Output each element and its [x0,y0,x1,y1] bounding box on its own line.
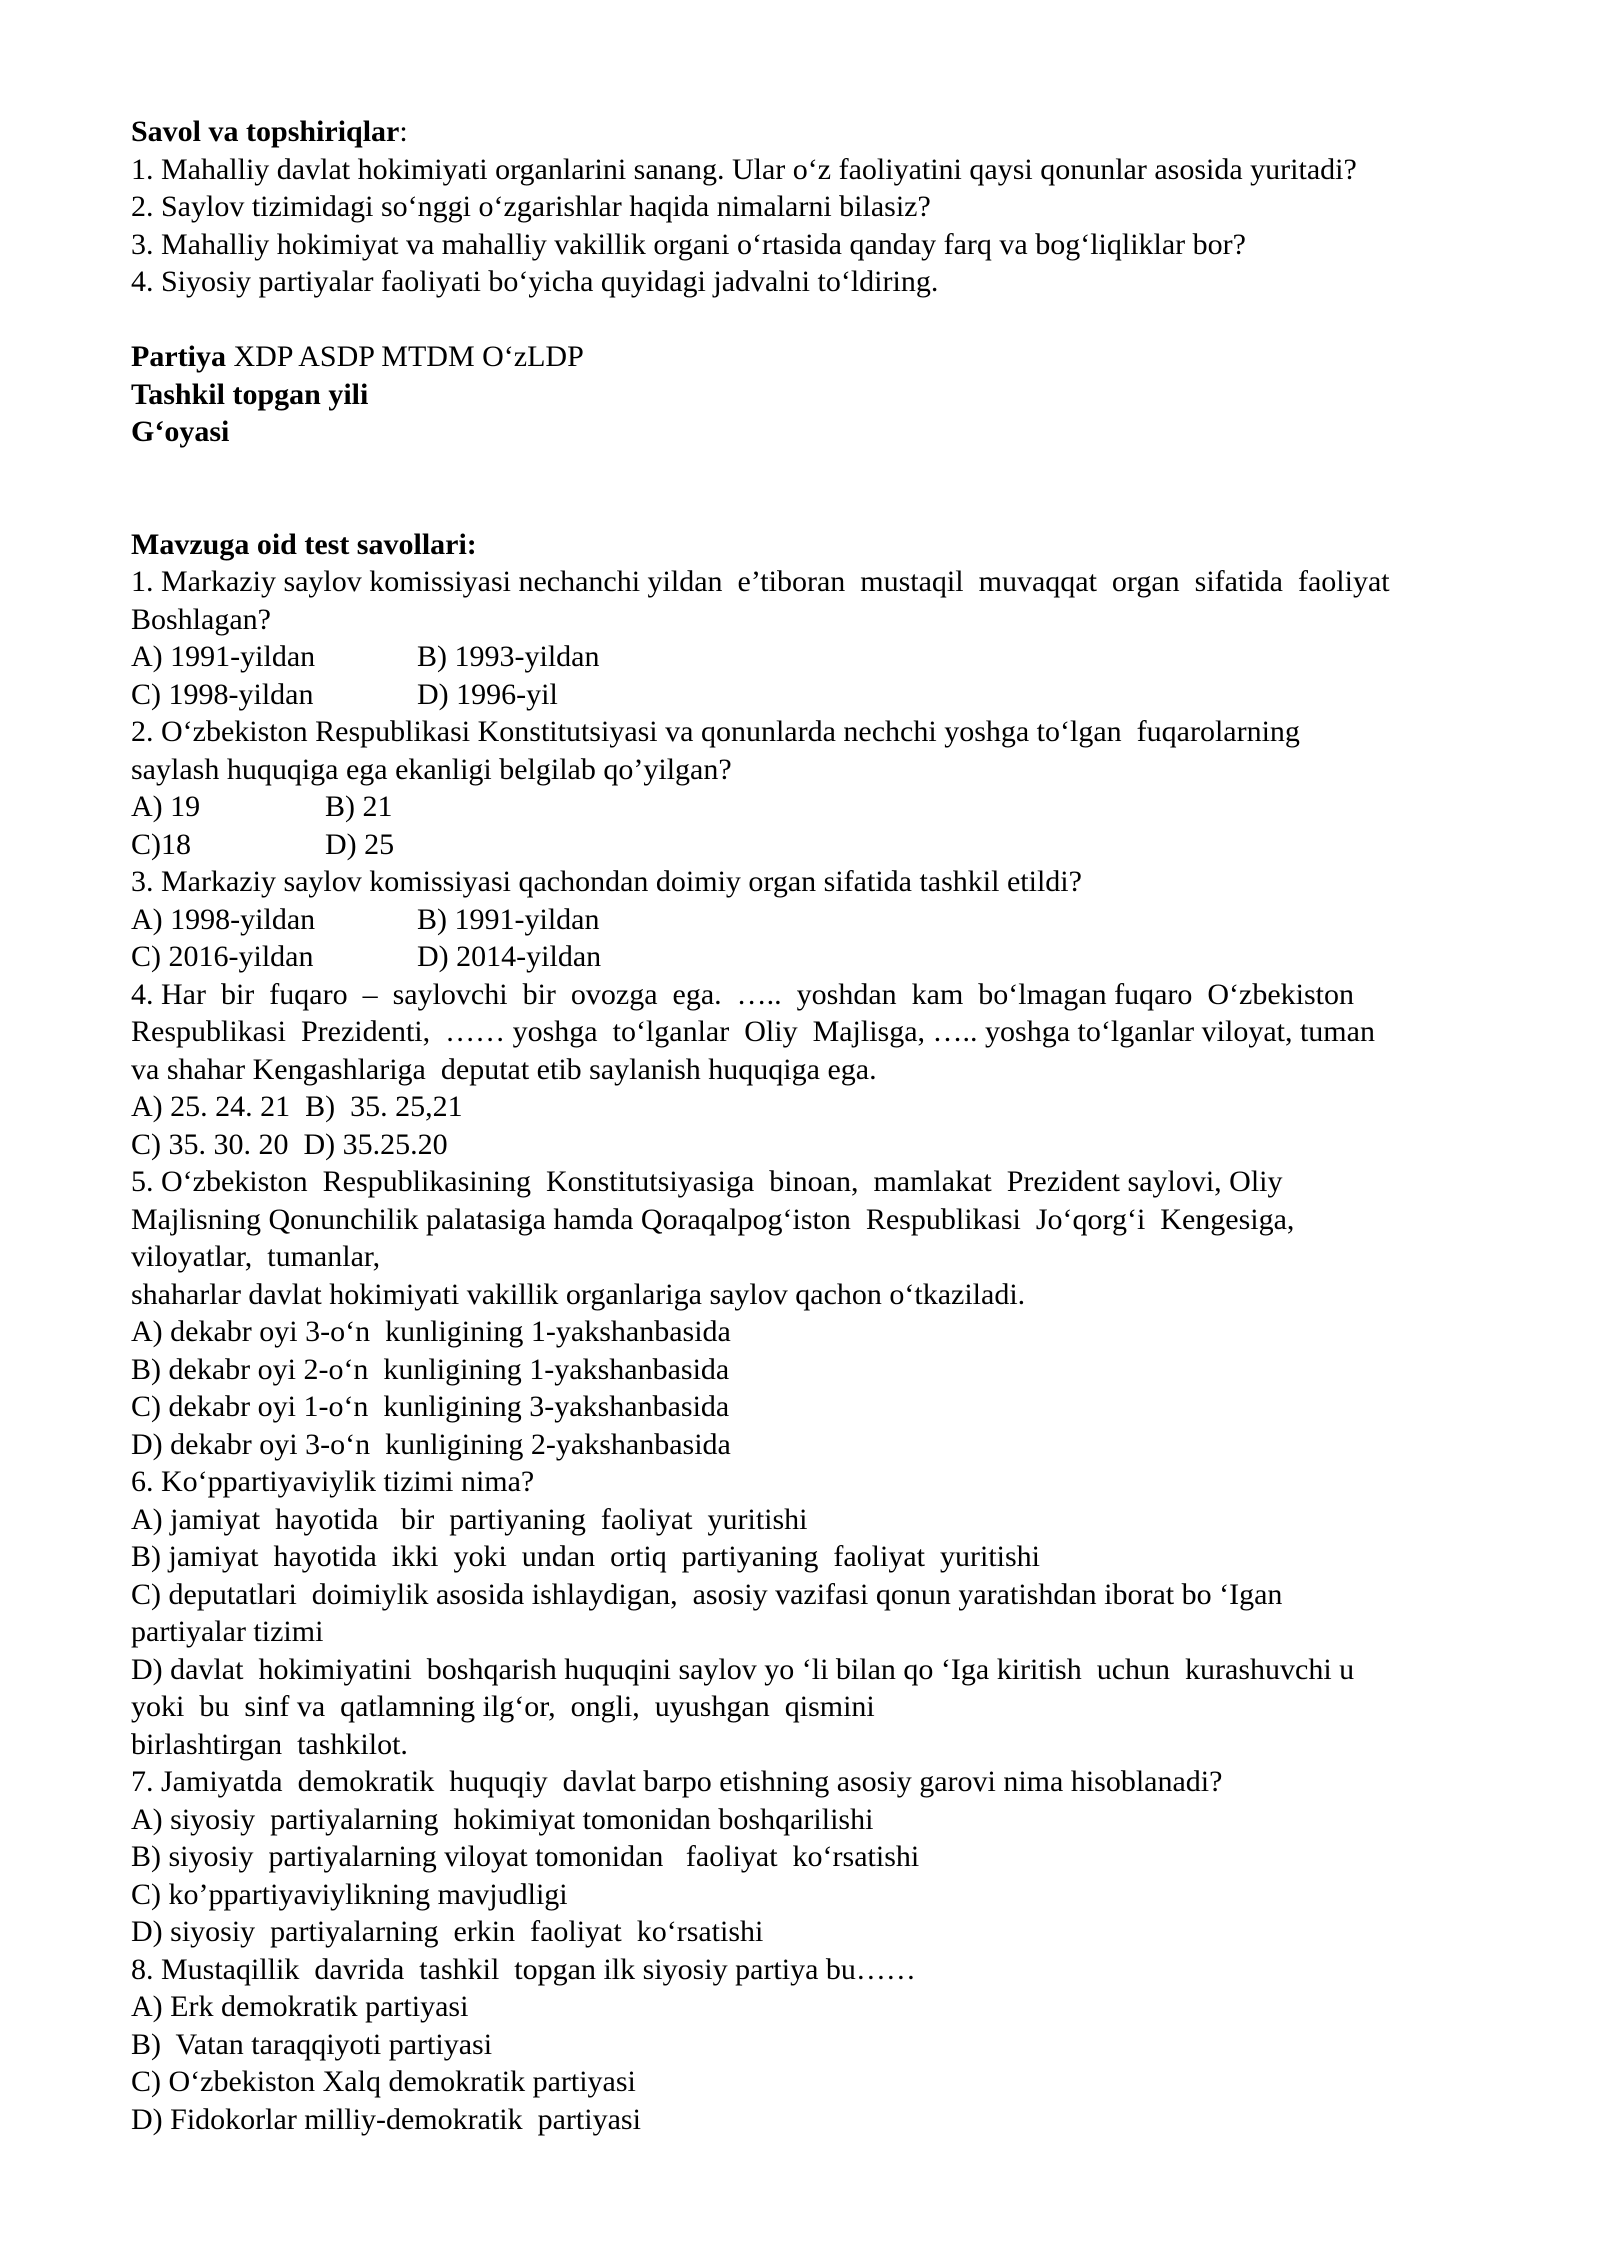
question-2-option-d: D) 25 [325,827,395,861]
question-1-options-ab [131,638,1501,676]
question-4-cont-2: va shahar Kengashlariga deputat etib saylanish huquqiga ega. [131,1052,877,1086]
question-1-option-b: B) 1993-yildan [417,640,600,673]
question-8-option-d: D) Fidokorlar milliy-demokratik partiyasi [131,2102,641,2136]
question-7-option-a: A) siyosiy partiyalarning hokimiyat tomonidan boshqarilishi [131,1802,874,1836]
question-5-option-a: A) dekabr oyi 3-o‘n kunligining 1-yakshanbasida [131,1315,731,1348]
question-2-option-a: A) 19 [131,790,201,823]
question-2-option-c: C)18 [131,827,191,861]
question-7-option-d: D) siyosiy partiyalarning erkin faoliyat ko‘rsatishi [131,1915,764,1948]
question-5: 5. O‘zbekiston Respublikasining Konstitutsiyasiga binoan, mamlakat Prezident saylovi, Oliy [131,1165,1283,1198]
tasks-heading-colon: : [399,115,408,148]
question-1-cont: Boshlagan? [131,602,271,636]
question-6-option-c-cont: partiyalar tizimi [131,1615,324,1648]
question-6: 6. Ko‘ppartiyaviylik tizimi nima? [131,1465,535,1498]
question-4-cont-1: Respublikasi Prezidenti, …… yoshga to‘lganlar Oliy Majlisga, ….. yoshga to‘lganlar viloyat, tuman [131,1015,1375,1048]
question-2-option-b: B) 21 [325,790,393,823]
question-6-option-d-cont-2: birlashtirgan tashkilot. [131,1727,408,1761]
question-6-option-c: C) deputatlari doimiylik asosida ishlaydigan, asosiy vazifasi qonun yaratishdan iborat bo ‘Igan [131,1577,1283,1611]
question-1-options-cd [131,676,1501,714]
spacer [131,451,1501,526]
question-2-options-ab [131,788,1501,826]
question-6-option-a: A) jamiyat hayotida bir partiyaning faoliyat yuritishi [131,1502,808,1536]
table-row-party-values: XDP ASDP MTDM O‘zLDP [225,340,584,373]
question-8: 8. Mustaqillik davrida tashkil topgan ilk siyosiy partiya bu…… [131,1952,916,1986]
task-item-1: 1. Mahalliy davlat hokimiyati organlarini sanang. Ular o‘z faoliyatini qaysi qonunlar asosida yuritadi? [131,152,1357,186]
question-5-option-b: B) dekabr oyi 2-o‘n kunligining 1-yakshanbasida [131,1352,730,1386]
table-row-year: Tashkil topgan yili [131,377,369,411]
question-2: 2. O‘zbekiston Respublikasi Konstitutsiyasi va qonunlarda nechchi yoshga to‘lgan fuqarolarning [131,715,1300,748]
question-3-option-b: B) 1991-yildan [417,902,600,936]
question-6-option-d-cont-1: yoki bu sinf va qatlamning ilg‘or, ongli, uyushgan qismini [131,1690,875,1723]
question-2-options-cd [131,826,1501,864]
task-item-3: 3. Mahalliy hokimiyat va mahalliy vakillik organi o‘rtasida qanday farq va bog‘liqliklar bor? [131,227,1246,261]
question-1-option-a: A) 1991-yildan [131,640,316,673]
table-row-party [131,338,1501,376]
question-4: 4. Har bir fuqaro – saylovchi bir ovozga ega. ….. yoshdan kam bo‘lmagan fuqaro O‘zbekiston [131,977,1355,1011]
question-6-option-b: B) jamiyat hayotida ikki yoki undan ortiq partiyaning faoliyat yuritishi [131,1540,1041,1573]
question-7-option-b: B) siyosiy partiyalarning viloyat tomonidan faoliyat ko‘rsatishi [131,1840,920,1873]
question-8-option-b: B) Vatan taraqqiyoti partiyasi [131,2027,493,2061]
question-3: 3. Markaziy saylov komissiyasi qachondan doimiy organ sifatida tashkil etildi? [131,865,1082,898]
question-4-options-cd: C) 35. 30. 20 D) 35.25.20 [131,1127,448,1161]
question-1-option-d: D) 1996-yil [417,677,558,711]
question-5-cont-1: Majlisning Qonunchilik palatasiga hamda Qoraqalpog‘iston Respublikasi Jo‘qorg‘i Kengesiga, [131,1202,1295,1236]
question-3-options-cd [131,938,1501,976]
question-6-option-d: D) davlat hokimiyatini boshqarish huquqini saylov yo ‘li bilan qo ‘Iga kiritish uchun kurashuvchi u [131,1652,1355,1686]
task-item-4: 4. Siyosiy partiyalar faoliyati bo‘yicha quyidagi jadvalni to‘ldiring. [131,265,939,298]
document-page [131,113,1501,2138]
question-3-option-d: D) 2014-yildan [417,940,602,973]
question-1-option-c: C) 1998-yildan [131,677,314,711]
task-item-2: 2. Saylov tizimidagi so‘nggi o‘zgarishlar haqida nimalarni bilasiz? [131,190,931,223]
question-7: 7. Jamiyatda demokratik huquqiy davlat barpo etishning asosiy garovi nima hisoblanadi? [131,1765,1223,1798]
table-row-idea: G‘oyasi [131,415,230,448]
question-3-option-a: A) 1998-yildan [131,902,316,936]
question-8-option-c: C) O‘zbekiston Xalq demokratik partiyasi [131,2065,636,2098]
question-5-cont-2: viloyatlar, tumanlar, [131,1240,381,1273]
question-2-cont: saylash huquqiga ega ekanligi belgilab qo’yilgan? [131,752,732,786]
question-5-cont-3: shaharlar davlat hokimiyati vakillik organlariga saylov qachon o‘tkaziladi. [131,1277,1026,1311]
question-3-option-c: C) 2016-yildan [131,940,314,973]
question-1: 1. Markaziy saylov komissiyasi nechanchi yildan e’tiboran mustaqil muvaqqat organ sifatida faoliyat [131,565,1390,598]
tasks-heading: Savol va topshiriqlar [131,115,400,148]
tasks-heading-line [131,113,1501,151]
table-row-party-label: Partiya [131,340,226,373]
question-7-option-c: C) ko’ppartiyaviylikning mavjudligi [131,1877,568,1911]
question-8-option-a: A) Erk demokratik partiyasi [131,1990,469,2023]
question-5-option-d: D) dekabr oyi 3-o‘n kunligining 2-yakshanbasida [131,1427,731,1461]
question-3-options-ab [131,901,1501,939]
question-5-option-c: C) dekabr oyi 1-o‘n kunligining 3-yakshanbasida [131,1390,730,1423]
test-heading: Mavzuga oid test savollari: [131,527,477,561]
question-4-options-ab: A) 25. 24. 21 B) 35. 25,21 [131,1090,463,1123]
spacer [131,301,1501,339]
